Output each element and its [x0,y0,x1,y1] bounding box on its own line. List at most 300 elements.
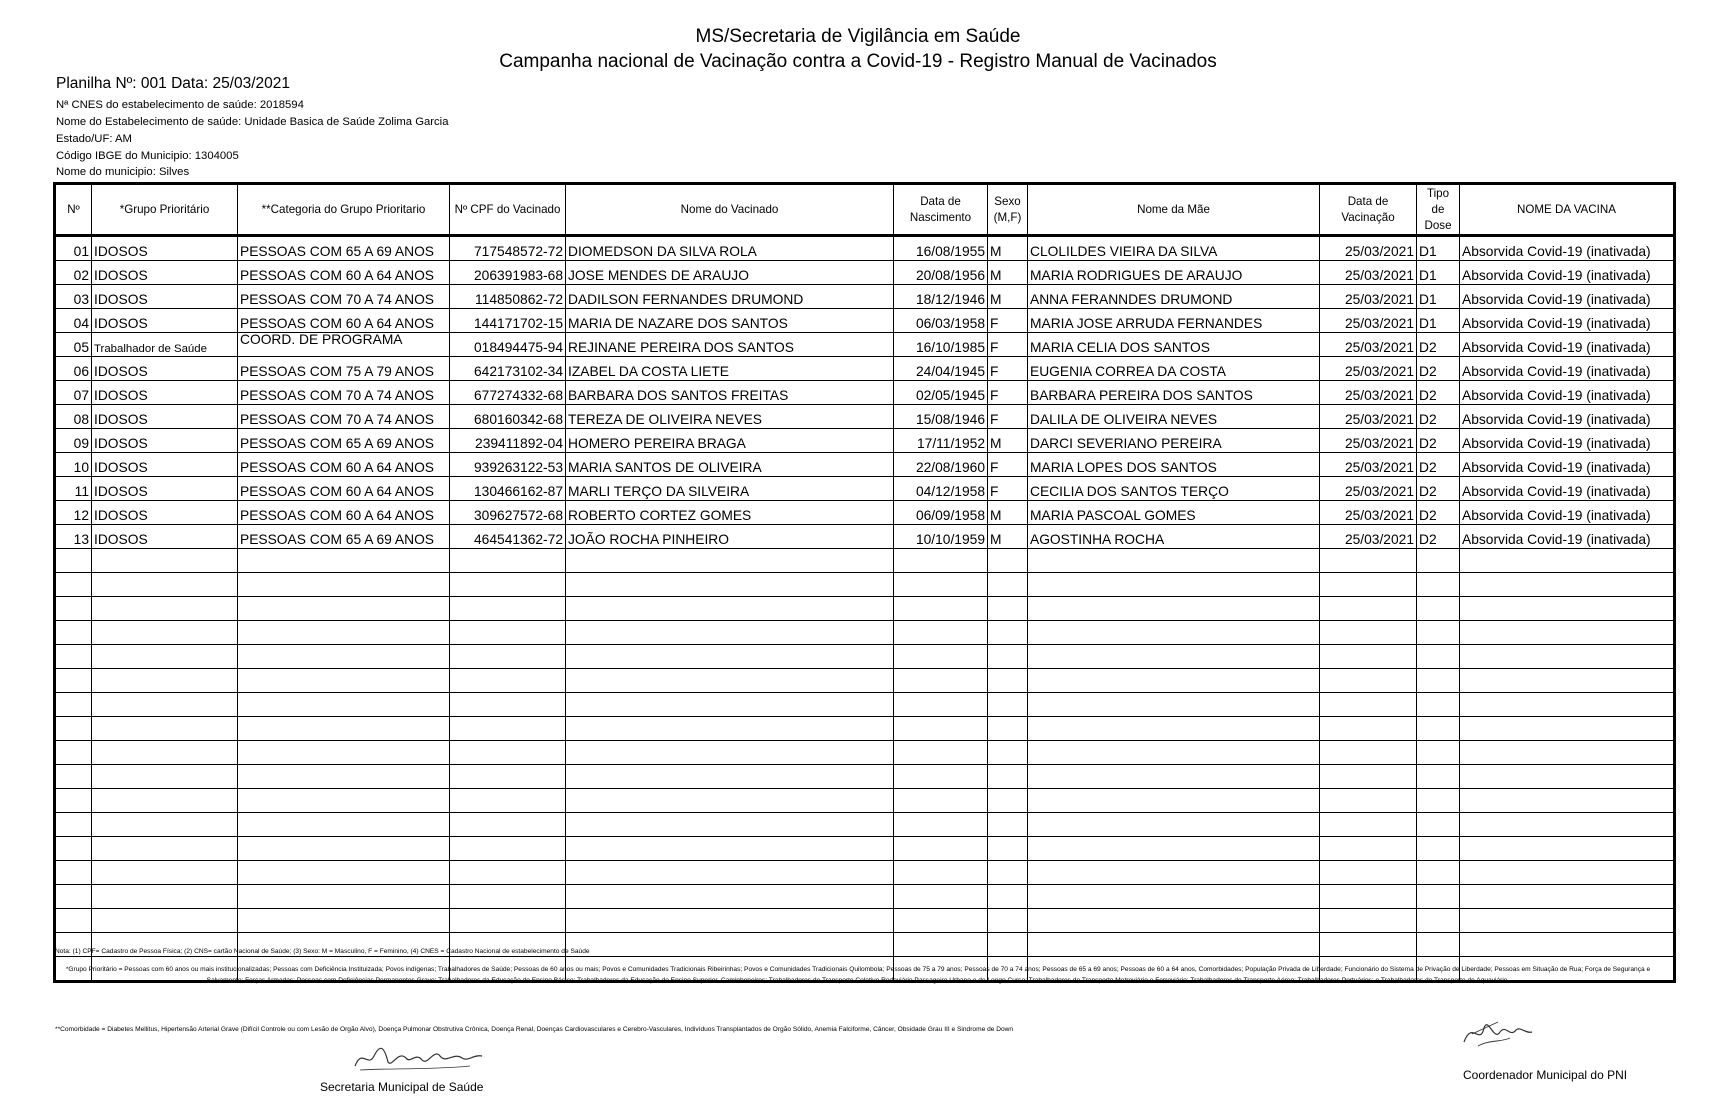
cell-nascimento [894,813,988,837]
cell-vacina: Absorvida Covid-19 (inativada) [1460,236,1675,261]
cell-dose: D1 [1417,236,1460,261]
cell-vacinacao: 25/03/2021 [1320,525,1417,549]
cell-cpf [450,813,566,837]
cell-dose: D2 [1417,477,1460,501]
cell-mae: EUGENIA CORREA DA COSTA [1028,357,1320,381]
cell-mae [1028,885,1320,909]
cell-dose: D2 [1417,405,1460,429]
cell-sexo [988,645,1028,669]
cell-num [55,885,92,909]
cell-num: 08 [55,405,92,429]
cell-cpf [450,765,566,789]
cell-nome: ROBERTO CORTEZ GOMES [566,501,894,525]
cell-sexo [988,669,1028,693]
cell-sexo [988,885,1028,909]
cell-grupo [92,789,238,813]
cell-grupo [92,861,238,885]
table-row [55,453,1675,477]
cell-nascimento [894,837,988,861]
sheet-number-date: Planilha Nº: 001 Data: 25/03/2021 [56,75,291,92]
cell-nome [566,717,894,741]
cell-num [55,549,92,573]
cell-categoria: PESSOAS COM 60 A 64 ANOS [238,453,450,477]
cell-num: 04 [55,309,92,333]
cell-nascimento: 04/12/1958 [894,477,988,501]
cell-nascimento [894,933,988,957]
cell-cpf [450,597,566,621]
cell-categoria: PESSOAS COM 60 A 64 ANOS [238,261,450,285]
cell-vacinacao [1320,909,1417,933]
empty-table-row [55,621,1675,645]
cell-vacina [1460,549,1675,573]
col-header-mae: Nome da Mãe [1028,184,1320,236]
cell-vacinacao [1320,837,1417,861]
cell-vacinacao [1320,693,1417,717]
cell-vacinacao [1320,885,1417,909]
cell-sexo [988,597,1028,621]
cell-vacinacao [1320,621,1417,645]
cell-nascimento: 15/08/1946 [894,405,988,429]
empty-table-row [55,885,1675,909]
cell-cpf [450,789,566,813]
cell-num [55,741,92,765]
cell-cpf [450,669,566,693]
cell-mae [1028,549,1320,573]
cell-nascimento [894,597,988,621]
cell-mae: CLOLILDES VIEIRA DA SILVA [1028,236,1320,261]
cell-vacina: Absorvida Covid-19 (inativada) [1460,357,1675,381]
empty-table-row [55,741,1675,765]
cell-vacina: Absorvida Covid-19 (inativada) [1460,453,1675,477]
cell-nascimento [894,573,988,597]
cell-num: 06 [55,357,92,381]
cell-grupo: IDOSOS [92,405,238,429]
cell-sexo [988,573,1028,597]
cell-mae: MARIA LOPES DOS SANTOS [1028,453,1320,477]
cell-grupo [92,645,238,669]
cell-categoria: PESSOAS COM 70 A 74 ANOS [238,405,450,429]
cell-nome: DADILSON FERNANDES DRUMOND [566,285,894,309]
cell-categoria: PESSOAS COM 75 A 79 ANOS [238,357,450,381]
cell-categoria [238,741,450,765]
cell-dose [1417,549,1460,573]
cell-mae [1028,573,1320,597]
cell-num: 05 [55,333,92,357]
cell-grupo [92,885,238,909]
cell-vacina: Absorvida Covid-19 (inativada) [1460,285,1675,309]
cell-mae [1028,861,1320,885]
cell-grupo [92,573,238,597]
cell-categoria: PESSOAS COM 65 A 69 ANOS [238,429,450,453]
cell-vacina [1460,861,1675,885]
cell-sexo: F [988,405,1028,429]
cell-vacina: Absorvida Covid-19 (inativada) [1460,501,1675,525]
cell-sexo [988,765,1028,789]
col-header-categoria: **Categoria do Grupo Prioritario [238,184,450,236]
cell-grupo: IDOSOS [92,525,238,549]
empty-table-row [55,813,1675,837]
cell-sexo [988,789,1028,813]
cell-cpf [450,741,566,765]
cell-vacinacao [1320,717,1417,741]
cell-categoria [238,621,450,645]
cell-sexo [988,621,1028,645]
cell-categoria: COORD. DE PROGRAMA [238,333,450,357]
cell-vacina [1460,669,1675,693]
cell-sexo: M [988,236,1028,261]
cell-grupo [92,909,238,933]
cell-num: 02 [55,261,92,285]
cell-categoria [238,885,450,909]
cell-vacina [1460,933,1675,957]
cell-nascimento [894,693,988,717]
cell-nome: MARIA DE NAZARE DOS SANTOS [566,309,894,333]
cell-grupo: IDOSOS [92,453,238,477]
cell-vacinacao [1320,573,1417,597]
cell-vacina [1460,597,1675,621]
empty-table-row [55,669,1675,693]
cnes-number: Nª CNES do estabelecimento de saúde: 2018594 [56,99,304,111]
empty-table-row [55,549,1675,573]
table-row [55,357,1675,381]
cell-grupo: IDOSOS [92,381,238,405]
cell-nascimento [894,909,988,933]
cell-dose [1417,621,1460,645]
cell-nome [566,837,894,861]
cell-categoria [238,813,450,837]
footnote-comorbidities: **Comorbidade = Diabetes Mellitus, Hipertensão Arterial Grave (Difícil Controle ou com Lesão de Orgão Alvo), Doença Pulmonar Obstrutiva Crônica, Doença Renal, Doenças Cardiovasculares e Cerebro-Vasculares, Indivíduos Transplantados de Orgão Sólido, Anemia Falciforme, Câncer, Obsidade Grau III e Sindrome de Down [55,1026,1014,1033]
cell-vacinacao [1320,861,1417,885]
cell-cpf: 114850862-72 [450,285,566,309]
cell-sexo: M [988,501,1028,525]
cell-grupo: Trabalhador de Saúde [92,333,238,357]
cell-nome [566,885,894,909]
cell-mae [1028,693,1320,717]
cell-vacina [1460,621,1675,645]
cell-categoria [238,837,450,861]
cell-nome [566,909,894,933]
cell-vacinacao: 25/03/2021 [1320,285,1417,309]
cell-num: 01 [55,236,92,261]
cell-nome: REJINANE PEREIRA DOS SANTOS [566,333,894,357]
col-header-sexo: Sexo (M,F) [988,184,1028,236]
cell-vacinacao [1320,645,1417,669]
cell-mae: DARCI SEVERIANO PEREIRA [1028,429,1320,453]
cell-num [55,765,92,789]
cell-vacinacao: 25/03/2021 [1320,501,1417,525]
cell-grupo [92,621,238,645]
cell-num [55,717,92,741]
cell-vacinacao [1320,669,1417,693]
municipal-secretary-signature [350,1038,490,1078]
establishment-name: Nome do Estabelecimento de saúde: Unidade Basica de Saúde Zolima Garcia [56,116,449,128]
cell-vacina [1460,885,1675,909]
cell-num: 10 [55,453,92,477]
cell-cpf: 239411892-04 [450,429,566,453]
cell-num [55,597,92,621]
cell-vacinacao: 25/03/2021 [1320,405,1417,429]
cell-nome: MARIA SANTOS DE OLIVEIRA [566,453,894,477]
cell-vacina [1460,789,1675,813]
cell-nascimento: 20/08/1956 [894,261,988,285]
cell-mae: DALILA DE OLIVEIRA NEVES [1028,405,1320,429]
cell-cpf [450,573,566,597]
cell-vacina: Absorvida Covid-19 (inativada) [1460,333,1675,357]
cell-dose [1417,933,1460,957]
cell-num [55,909,92,933]
empty-table-row [55,789,1675,813]
col-header-vacinacao: Data de Vacinação [1320,184,1417,236]
empty-table-row [55,573,1675,597]
cell-vacina: Absorvida Covid-19 (inativada) [1460,309,1675,333]
cell-nascimento [894,645,988,669]
cell-mae: ANNA FERANNDES DRUMOND [1028,285,1320,309]
cell-nome [566,597,894,621]
cell-vacina [1460,813,1675,837]
table-row [55,429,1675,453]
cell-dose [1417,813,1460,837]
cell-nascimento: 18/12/1946 [894,285,988,309]
cell-cpf [450,861,566,885]
cell-nome [566,933,894,957]
cell-grupo: IDOSOS [92,261,238,285]
cell-cpf: 309627572-68 [450,501,566,525]
cell-mae: MARIA CELIA DOS SANTOS [1028,333,1320,357]
ibge-code: Código IBGE do Municipio: 1304005 [56,150,239,162]
cell-categoria [238,789,450,813]
cell-dose [1417,645,1460,669]
cell-grupo: IDOSOS [92,477,238,501]
cell-mae: BARBARA PEREIRA DOS SANTOS [1028,381,1320,405]
cell-mae [1028,621,1320,645]
empty-table-row [55,765,1675,789]
col-header-grupo: *Grupo Prioritário [92,184,238,236]
cell-vacinacao: 25/03/2021 [1320,453,1417,477]
cell-nascimento [894,549,988,573]
cell-mae: CECILIA DOS SANTOS TERÇO [1028,477,1320,501]
cell-nascimento: 22/08/1960 [894,453,988,477]
cell-nome [566,765,894,789]
cell-num [55,573,92,597]
table-row [55,285,1675,309]
cell-dose [1417,909,1460,933]
cell-cpf [450,621,566,645]
cell-vacinacao: 25/03/2021 [1320,309,1417,333]
cell-sexo: M [988,525,1028,549]
table-header-row [55,184,1675,236]
cell-dose: D1 [1417,309,1460,333]
cell-nascimento [894,621,988,645]
table-row [55,381,1675,405]
cell-sexo: F [988,357,1028,381]
cell-num: 03 [55,285,92,309]
cell-vacinacao [1320,597,1417,621]
cell-mae [1028,789,1320,813]
cell-dose [1417,573,1460,597]
cell-dose: D2 [1417,525,1460,549]
table-row [55,333,1675,357]
cell-nascimento: 16/10/1985 [894,333,988,357]
cell-vacina: Absorvida Covid-19 (inativada) [1460,261,1675,285]
cell-nome: MARLI TERÇO DA SILVEIRA [566,477,894,501]
cell-grupo [92,741,238,765]
table-row [55,477,1675,501]
cell-dose: D1 [1417,261,1460,285]
cell-cpf [450,645,566,669]
cell-grupo [92,765,238,789]
cell-grupo: IDOSOS [92,285,238,309]
cell-nascimento [894,669,988,693]
col-header-nome: Nome do Vacinado [566,184,894,236]
cell-num: 09 [55,429,92,453]
cell-categoria: PESSOAS COM 60 A 64 ANOS [238,309,450,333]
cell-categoria: PESSOAS COM 60 A 64 ANOS [238,477,450,501]
cell-cpf [450,909,566,933]
cell-num [55,669,92,693]
cell-cpf: 464541362-72 [450,525,566,549]
cell-vacina [1460,765,1675,789]
cell-nome: JOÃO ROCHA PINHEIRO [566,525,894,549]
cell-categoria: PESSOAS COM 65 A 69 ANOS [238,236,450,261]
footnote-priority-groups: *Grupo Prioritário = Pessoas com 60 anos ou mais institucionalizadas; Pessoas com Deficiência Instituizada; Povos indígenas; Trabalhadores de Saúde; Pessoas de 60 anos ou mais; Povos e Comunidades Tradicionais Ribeirinhas; Povos e Comunidades Tradicionais Quilombola; Pessoas de 75 a 79 anos; Pessoas de 70 a 74 anos; Pessoas de 65 a 69 anos; Pessoas de 60 a 64 anos, Comorbidades; População Privada de Liberdade; Funcionário do Sistema de Privação de Liberdade; Pessoas em Situação de Rua; Força de Segurança e Salvamento; Forças Armadas; Pessoas com Deficiências Permanentes Grave; Trabalhadores da Educação do Ensino Básico; Trabalhadores da Educação do Ensino Superior, Caminhoneiros; Trabalhadores de Transporte Coletivo Rodoviário Passageiro Urbano e de Longo Curso; Trabalhadores de Transporte Metroviário e Ferroviário; Trabalhadores de Transporte Aéreo; Trabalhadores Portuários; e Trabalhadores de Transporte de Aquaviário. [65,966,1651,984]
cell-sexo: F [988,381,1028,405]
pni-coordinator-label: Coordenador Municipal do PNI [1463,1068,1628,1082]
cell-categoria [238,549,450,573]
cell-nome: JOSE MENDES DE ARAUJO [566,261,894,285]
cell-num: 07 [55,381,92,405]
cell-sexo [988,837,1028,861]
cell-mae: MARIA JOSE ARRUDA FERNANDES [1028,309,1320,333]
cell-nome [566,621,894,645]
cell-nome [566,789,894,813]
table-row [55,501,1675,525]
cell-categoria [238,765,450,789]
municipal-secretary-label: Secretaria Municipal de Saúde [320,1080,484,1094]
cell-categoria: PESSOAS COM 65 A 69 ANOS [238,525,450,549]
cell-nome [566,669,894,693]
cell-sexo [988,933,1028,957]
cell-cpf: 677274332-68 [450,381,566,405]
cell-dose: D2 [1417,501,1460,525]
table-row [55,236,1675,261]
cell-sexo: F [988,309,1028,333]
cell-nascimento: 24/04/1945 [894,357,988,381]
cell-nascimento [894,717,988,741]
cell-grupo [92,549,238,573]
cell-nome: TEREZA DE OLIVEIRA NEVES [566,405,894,429]
cell-categoria [238,909,450,933]
cell-num [55,861,92,885]
cell-nome [566,549,894,573]
cell-grupo: IDOSOS [92,501,238,525]
cell-dose: D2 [1417,453,1460,477]
cell-nome [566,645,894,669]
cell-sexo [988,717,1028,741]
cell-mae: MARIA PASCOAL GOMES [1028,501,1320,525]
cell-vacinacao: 25/03/2021 [1320,333,1417,357]
cell-sexo [988,741,1028,765]
cell-sexo [988,813,1028,837]
cell-nome [566,573,894,597]
empty-table-row [55,837,1675,861]
cell-vacina [1460,693,1675,717]
cell-mae: AGOSTINHA ROCHA [1028,525,1320,549]
cell-dose [1417,597,1460,621]
cell-mae [1028,813,1320,837]
cell-cpf: 680160342-68 [450,405,566,429]
cell-cpf: 206391983-68 [450,261,566,285]
cell-categoria [238,669,450,693]
cell-vacinacao [1320,813,1417,837]
cell-sexo [988,693,1028,717]
cell-cpf [450,693,566,717]
state-uf: Estado/UF: AM [56,133,132,145]
cell-vacinacao: 25/03/2021 [1320,477,1417,501]
cell-cpf: 018494475-94 [450,333,566,357]
cell-vacina: Absorvida Covid-19 (inativada) [1460,405,1675,429]
cell-mae: MARIA RODRIGUES DE ARAUJO [1028,261,1320,285]
cell-nome [566,693,894,717]
cell-categoria [238,693,450,717]
cell-vacinacao [1320,933,1417,957]
vaccination-register-table [53,182,1676,983]
cell-vacina [1460,741,1675,765]
cell-vacina: Absorvida Covid-19 (inativada) [1460,477,1675,501]
cell-sexo [988,549,1028,573]
cell-nascimento [894,789,988,813]
cell-cpf [450,837,566,861]
cell-dose [1417,885,1460,909]
cell-mae [1028,669,1320,693]
cell-mae [1028,765,1320,789]
cell-vacinacao [1320,549,1417,573]
cell-sexo: F [988,453,1028,477]
col-header-cpf: Nº CPF do Vacinado [450,184,566,236]
cell-sexo [988,909,1028,933]
cell-grupo [92,837,238,861]
cell-vacina [1460,909,1675,933]
cell-cpf: 642173102-34 [450,357,566,381]
cell-grupo [92,813,238,837]
cell-vacinacao [1320,789,1417,813]
cell-num [55,693,92,717]
cell-grupo [92,717,238,741]
cell-sexo: F [988,333,1028,357]
cell-categoria: PESSOAS COM 70 A 74 ANOS [238,381,450,405]
cell-nome: DIOMEDSON DA SILVA ROLA [566,236,894,261]
cell-cpf [450,549,566,573]
cell-mae [1028,933,1320,957]
cell-categoria [238,573,450,597]
cell-sexo: M [988,261,1028,285]
cell-dose [1417,861,1460,885]
footnote-legend: Nota: (1) CPF= Cadastro de Pessoa Física; (2) CNS= cartão Nacional de Saúde; (3) Sexo: M = Masculino, F = Feminino, (4) CNES = Cadastro Nacional de estabelecimento de Saúde [55,948,590,955]
table-row [55,405,1675,429]
cell-vacina: Absorvida Covid-19 (inativada) [1460,381,1675,405]
cell-cpf: 717548572-72 [450,236,566,261]
table-row [55,309,1675,333]
pni-coordinator-signature [1458,1012,1548,1052]
cell-dose: D1 [1417,285,1460,309]
cell-num [55,837,92,861]
cell-mae [1028,645,1320,669]
cell-vacinacao: 25/03/2021 [1320,381,1417,405]
cell-dose [1417,741,1460,765]
cell-vacinacao: 25/03/2021 [1320,236,1417,261]
cell-dose [1417,789,1460,813]
cell-num [55,813,92,837]
cell-num [55,621,92,645]
